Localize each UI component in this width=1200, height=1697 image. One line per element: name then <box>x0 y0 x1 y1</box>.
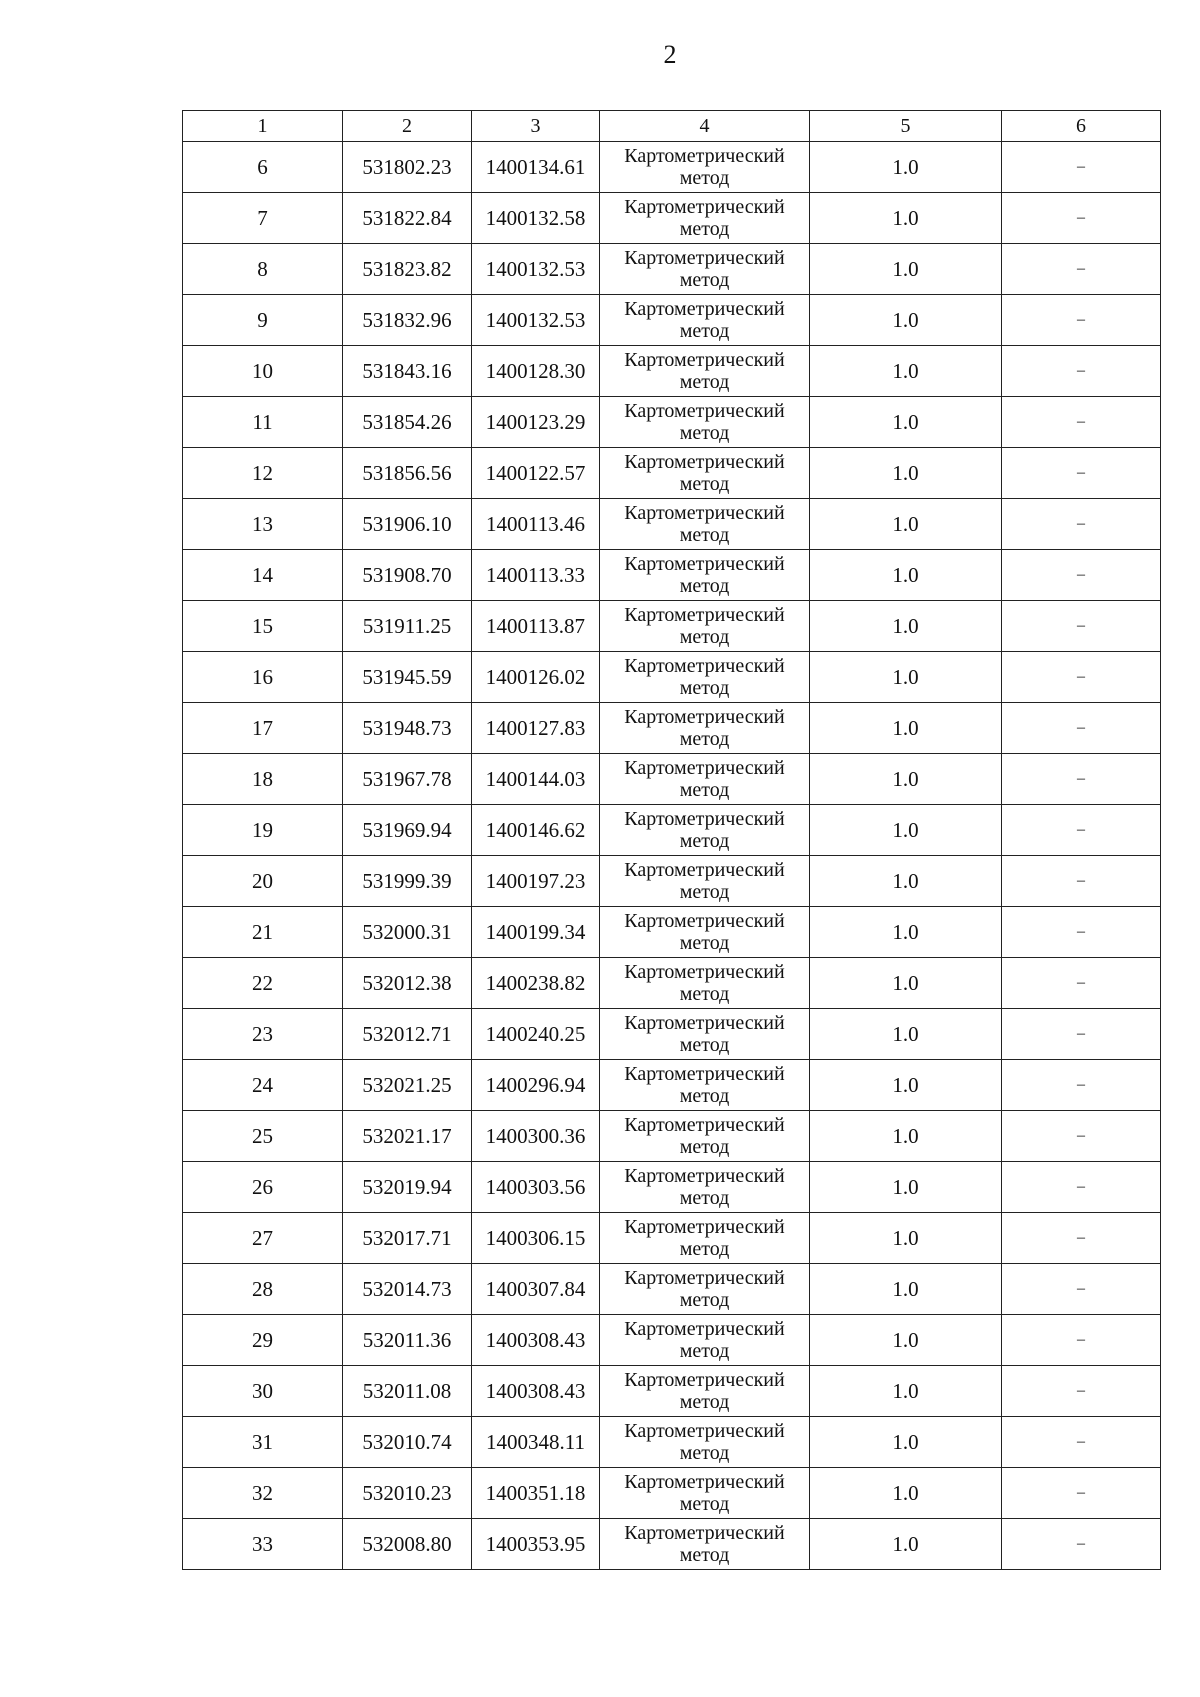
point-number-cell: 33 <box>183 1519 343 1570</box>
method-cell: Картометрический метод <box>600 1213 810 1264</box>
table-row <box>183 1060 1161 1111</box>
accuracy-cell: 1.0 <box>810 1009 1002 1060</box>
point-number-cell: 9 <box>183 295 343 346</box>
point-number-cell: 22 <box>183 958 343 1009</box>
table-row <box>183 346 1161 397</box>
point-number-cell: 6 <box>183 142 343 193</box>
note-cell: – <box>1002 1366 1161 1417</box>
note-cell: – <box>1002 1162 1161 1213</box>
accuracy-cell: 1.0 <box>810 550 1002 601</box>
note-cell: – <box>1002 346 1161 397</box>
point-number-cell: 16 <box>183 652 343 703</box>
y-coordinate-cell: 1400353.95 <box>472 1519 600 1570</box>
table-row <box>183 244 1161 295</box>
note-cell: – <box>1002 754 1161 805</box>
table-row <box>183 1519 1161 1570</box>
table-row <box>183 142 1161 193</box>
table-row <box>183 1162 1161 1213</box>
note-cell: – <box>1002 193 1161 244</box>
y-coordinate-cell: 1400308.43 <box>472 1366 600 1417</box>
header-cell: 6 <box>1002 111 1161 142</box>
accuracy-cell: 1.0 <box>810 703 1002 754</box>
y-coordinate-cell: 1400113.33 <box>472 550 600 601</box>
table-row <box>183 397 1161 448</box>
x-coordinate-cell: 532017.71 <box>343 1213 472 1264</box>
accuracy-cell: 1.0 <box>810 601 1002 652</box>
y-coordinate-cell: 1400238.82 <box>472 958 600 1009</box>
note-cell: – <box>1002 1315 1161 1366</box>
accuracy-cell: 1.0 <box>810 448 1002 499</box>
point-number-cell: 18 <box>183 754 343 805</box>
x-coordinate-cell: 531854.26 <box>343 397 472 448</box>
method-cell: Картометрический метод <box>600 703 810 754</box>
y-coordinate-cell: 1400134.61 <box>472 142 600 193</box>
note-cell: – <box>1002 703 1161 754</box>
point-number-cell: 25 <box>183 1111 343 1162</box>
point-number-cell: 26 <box>183 1162 343 1213</box>
y-coordinate-cell: 1400132.53 <box>472 244 600 295</box>
accuracy-cell: 1.0 <box>810 856 1002 907</box>
note-cell: – <box>1002 1060 1161 1111</box>
accuracy-cell: 1.0 <box>810 754 1002 805</box>
table-row <box>183 1366 1161 1417</box>
point-number-cell: 32 <box>183 1468 343 1519</box>
method-cell: Картометрический метод <box>600 448 810 499</box>
accuracy-cell: 1.0 <box>810 1468 1002 1519</box>
x-coordinate-cell: 532008.80 <box>343 1519 472 1570</box>
y-coordinate-cell: 1400146.62 <box>472 805 600 856</box>
table-row <box>183 754 1161 805</box>
y-coordinate-cell: 1400122.57 <box>472 448 600 499</box>
table-row <box>183 448 1161 499</box>
y-coordinate-cell: 1400308.43 <box>472 1315 600 1366</box>
method-cell: Картометрический метод <box>600 550 810 601</box>
accuracy-cell: 1.0 <box>810 295 1002 346</box>
method-cell: Картометрический метод <box>600 958 810 1009</box>
x-coordinate-cell: 532019.94 <box>343 1162 472 1213</box>
x-coordinate-cell: 532000.31 <box>343 907 472 958</box>
method-cell: Картометрический метод <box>600 601 810 652</box>
x-coordinate-cell: 531822.84 <box>343 193 472 244</box>
point-number-cell: 24 <box>183 1060 343 1111</box>
note-cell: – <box>1002 805 1161 856</box>
x-coordinate-cell: 531843.16 <box>343 346 472 397</box>
method-cell: Картометрический метод <box>600 142 810 193</box>
note-cell: – <box>1002 1519 1161 1570</box>
note-cell: – <box>1002 550 1161 601</box>
y-coordinate-cell: 1400132.58 <box>472 193 600 244</box>
point-number-cell: 7 <box>183 193 343 244</box>
x-coordinate-cell: 531802.23 <box>343 142 472 193</box>
header-cell: 1 <box>183 111 343 142</box>
table-row <box>183 193 1161 244</box>
method-cell: Картометрический метод <box>600 193 810 244</box>
y-coordinate-cell: 1400199.34 <box>472 907 600 958</box>
point-number-cell: 11 <box>183 397 343 448</box>
point-number-cell: 20 <box>183 856 343 907</box>
page-number: 2 <box>663 40 677 69</box>
table-row <box>183 856 1161 907</box>
point-number-cell: 27 <box>183 1213 343 1264</box>
y-coordinate-cell: 1400307.84 <box>472 1264 600 1315</box>
y-coordinate-cell: 1400348.11 <box>472 1417 600 1468</box>
table-row <box>183 958 1161 1009</box>
accuracy-cell: 1.0 <box>810 193 1002 244</box>
coordinates-table <box>182 110 1161 1570</box>
y-coordinate-cell: 1400144.03 <box>472 754 600 805</box>
method-cell: Картометрический метод <box>600 244 810 295</box>
note-cell: – <box>1002 907 1161 958</box>
accuracy-cell: 1.0 <box>810 907 1002 958</box>
x-coordinate-cell: 531948.73 <box>343 703 472 754</box>
point-number-cell: 23 <box>183 1009 343 1060</box>
note-cell: – <box>1002 856 1161 907</box>
x-coordinate-cell: 532021.17 <box>343 1111 472 1162</box>
method-cell: Картометрический метод <box>600 1264 810 1315</box>
x-coordinate-cell: 532012.38 <box>343 958 472 1009</box>
note-cell: – <box>1002 499 1161 550</box>
table-row <box>183 550 1161 601</box>
table-row <box>183 1417 1161 1468</box>
table-header-row <box>183 111 1161 142</box>
y-coordinate-cell: 1400296.94 <box>472 1060 600 1111</box>
accuracy-cell: 1.0 <box>810 805 1002 856</box>
y-coordinate-cell: 1400240.25 <box>472 1009 600 1060</box>
note-cell: – <box>1002 1213 1161 1264</box>
table-row <box>183 1264 1161 1315</box>
accuracy-cell: 1.0 <box>810 346 1002 397</box>
note-cell: – <box>1002 652 1161 703</box>
table-row <box>183 1213 1161 1264</box>
accuracy-cell: 1.0 <box>810 1417 1002 1468</box>
method-cell: Картометрический метод <box>600 1162 810 1213</box>
note-cell: – <box>1002 601 1161 652</box>
point-number-cell: 15 <box>183 601 343 652</box>
accuracy-cell: 1.0 <box>810 1315 1002 1366</box>
method-cell: Картометрический метод <box>600 346 810 397</box>
accuracy-cell: 1.0 <box>810 652 1002 703</box>
accuracy-cell: 1.0 <box>810 1519 1002 1570</box>
y-coordinate-cell: 1400197.23 <box>472 856 600 907</box>
y-coordinate-cell: 1400128.30 <box>472 346 600 397</box>
x-coordinate-cell: 531945.59 <box>343 652 472 703</box>
method-cell: Картометрический метод <box>600 397 810 448</box>
method-cell: Картометрический метод <box>600 754 810 805</box>
point-number-cell: 12 <box>183 448 343 499</box>
y-coordinate-cell: 1400351.18 <box>472 1468 600 1519</box>
table-row <box>183 1315 1161 1366</box>
header-cell: 4 <box>600 111 810 142</box>
y-coordinate-cell: 1400306.15 <box>472 1213 600 1264</box>
x-coordinate-cell: 531967.78 <box>343 754 472 805</box>
x-coordinate-cell: 532014.73 <box>343 1264 472 1315</box>
point-number-cell: 14 <box>183 550 343 601</box>
y-coordinate-cell: 1400113.87 <box>472 601 600 652</box>
x-coordinate-cell: 531999.39 <box>343 856 472 907</box>
table-row <box>183 703 1161 754</box>
method-cell: Картометрический метод <box>600 652 810 703</box>
accuracy-cell: 1.0 <box>810 499 1002 550</box>
x-coordinate-cell: 532010.74 <box>343 1417 472 1468</box>
header-cell: 2 <box>343 111 472 142</box>
point-number-cell: 13 <box>183 499 343 550</box>
x-coordinate-cell: 532011.08 <box>343 1366 472 1417</box>
note-cell: – <box>1002 1264 1161 1315</box>
table-row <box>183 295 1161 346</box>
accuracy-cell: 1.0 <box>810 1366 1002 1417</box>
table-row <box>183 1111 1161 1162</box>
y-coordinate-cell: 1400113.46 <box>472 499 600 550</box>
note-cell: – <box>1002 1468 1161 1519</box>
x-coordinate-cell: 531906.10 <box>343 499 472 550</box>
y-coordinate-cell: 1400123.29 <box>472 397 600 448</box>
accuracy-cell: 1.0 <box>810 1111 1002 1162</box>
point-number-cell: 8 <box>183 244 343 295</box>
x-coordinate-cell: 531969.94 <box>343 805 472 856</box>
x-coordinate-cell: 531911.25 <box>343 601 472 652</box>
method-cell: Картометрический метод <box>600 1111 810 1162</box>
accuracy-cell: 1.0 <box>810 1060 1002 1111</box>
note-cell: – <box>1002 958 1161 1009</box>
x-coordinate-cell: 531823.82 <box>343 244 472 295</box>
note-cell: – <box>1002 142 1161 193</box>
point-number-cell: 31 <box>183 1417 343 1468</box>
accuracy-cell: 1.0 <box>810 142 1002 193</box>
point-number-cell: 17 <box>183 703 343 754</box>
accuracy-cell: 1.0 <box>810 1213 1002 1264</box>
method-cell: Картометрический метод <box>600 295 810 346</box>
point-number-cell: 19 <box>183 805 343 856</box>
note-cell: – <box>1002 397 1161 448</box>
method-cell: Картометрический метод <box>600 907 810 958</box>
note-cell: – <box>1002 244 1161 295</box>
method-cell: Картометрический метод <box>600 499 810 550</box>
y-coordinate-cell: 1400132.53 <box>472 295 600 346</box>
table-row <box>183 1009 1161 1060</box>
y-coordinate-cell: 1400300.36 <box>472 1111 600 1162</box>
x-coordinate-cell: 531832.96 <box>343 295 472 346</box>
point-number-cell: 21 <box>183 907 343 958</box>
note-cell: – <box>1002 1009 1161 1060</box>
method-cell: Картометрический метод <box>600 1009 810 1060</box>
table-row <box>183 805 1161 856</box>
x-coordinate-cell: 532010.23 <box>343 1468 472 1519</box>
point-number-cell: 30 <box>183 1366 343 1417</box>
note-cell: – <box>1002 448 1161 499</box>
method-cell: Картометрический метод <box>600 805 810 856</box>
table-row <box>183 601 1161 652</box>
method-cell: Картометрический метод <box>600 856 810 907</box>
method-cell: Картометрический метод <box>600 1366 810 1417</box>
table-row <box>183 499 1161 550</box>
x-coordinate-cell: 532012.71 <box>343 1009 472 1060</box>
header-cell: 3 <box>472 111 600 142</box>
note-cell: – <box>1002 1111 1161 1162</box>
method-cell: Картометрический метод <box>600 1519 810 1570</box>
x-coordinate-cell: 531856.56 <box>343 448 472 499</box>
accuracy-cell: 1.0 <box>810 1162 1002 1213</box>
method-cell: Картометрический метод <box>600 1468 810 1519</box>
table-row <box>183 652 1161 703</box>
header-cell: 5 <box>810 111 1002 142</box>
x-coordinate-cell: 531908.70 <box>343 550 472 601</box>
accuracy-cell: 1.0 <box>810 1264 1002 1315</box>
table-row <box>183 1468 1161 1519</box>
note-cell: – <box>1002 1417 1161 1468</box>
coordinates-table-body <box>183 111 1161 1570</box>
method-cell: Картометрический метод <box>600 1060 810 1111</box>
point-number-cell: 29 <box>183 1315 343 1366</box>
y-coordinate-cell: 1400127.83 <box>472 703 600 754</box>
y-coordinate-cell: 1400126.02 <box>472 652 600 703</box>
method-cell: Картометрический метод <box>600 1315 810 1366</box>
x-coordinate-cell: 532011.36 <box>343 1315 472 1366</box>
method-cell: Картометрический метод <box>600 1417 810 1468</box>
accuracy-cell: 1.0 <box>810 958 1002 1009</box>
point-number-cell: 10 <box>183 346 343 397</box>
point-number-cell: 28 <box>183 1264 343 1315</box>
note-cell: – <box>1002 295 1161 346</box>
accuracy-cell: 1.0 <box>810 397 1002 448</box>
y-coordinate-cell: 1400303.56 <box>472 1162 600 1213</box>
table-row <box>183 907 1161 958</box>
x-coordinate-cell: 532021.25 <box>343 1060 472 1111</box>
accuracy-cell: 1.0 <box>810 244 1002 295</box>
